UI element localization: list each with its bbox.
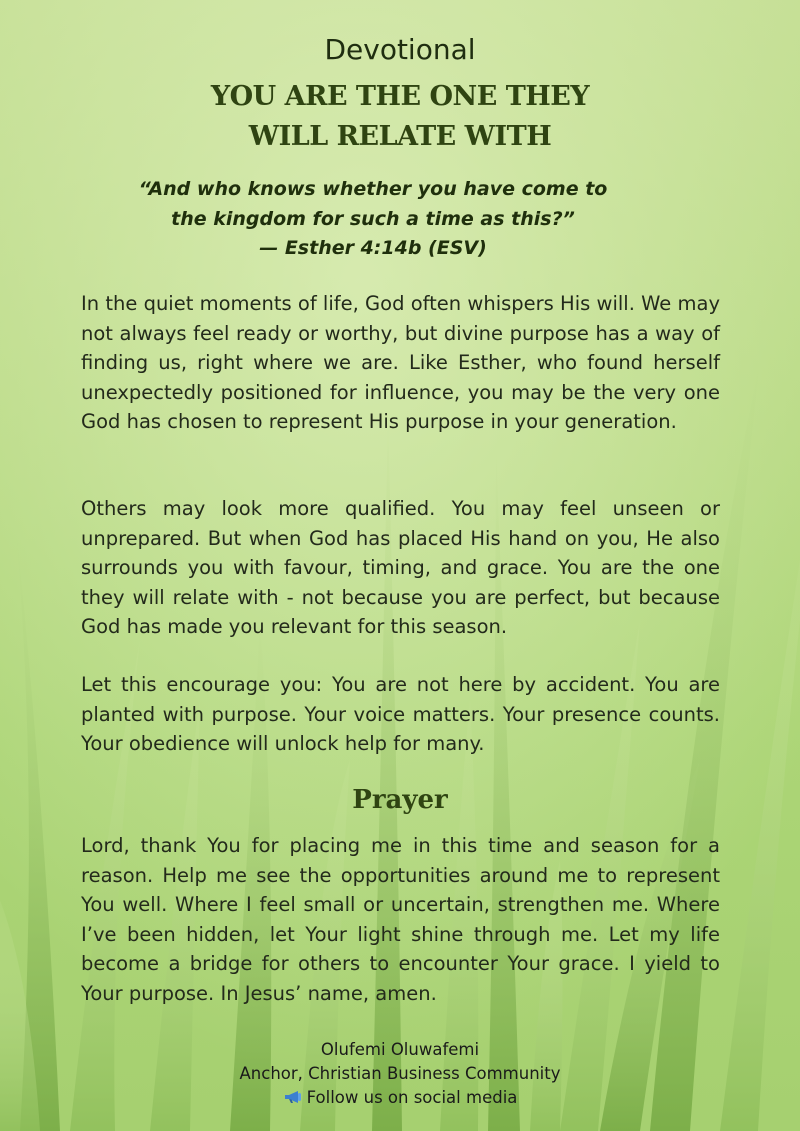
author-role: Anchor, Christian Business Community <box>239 1064 561 1083</box>
megaphone-icon <box>283 1090 303 1104</box>
social-text: Follow us on social media <box>306 1088 518 1107</box>
devotional-label: Devotional <box>324 33 476 66</box>
title-line-2: WILL RELATE WITH <box>248 121 552 152</box>
verse-line-1: “And who knows whether you have come to <box>138 178 608 200</box>
verse-reference: — Esther 4:14b (ESV) <box>259 237 487 259</box>
paragraph-1: In the quiet moments of life, God often whispers His will. We may not always feel ready or worthy, but divine purpose has a way of finding us, right where we are. Like Esther, who found herself unexpectedly positioned for influence, you may be the very one God has chosen to represent His purpose in your generation. <box>81 292 720 433</box>
verse-line-2: the kingdom for such a time as this?” <box>171 208 575 230</box>
paragraph-3: Let this encourage you: You are not here by accident. You are planted with purpose. Your voice matters. Your presence counts. Your obedience will unlock help for many. <box>81 673 720 755</box>
title-line-1: YOU ARE THE ONE THEY <box>210 81 590 112</box>
author-name: Olufemi Oluwafemi <box>320 1040 480 1059</box>
prayer-heading: Prayer <box>352 785 448 815</box>
social-line <box>0 1088 800 1107</box>
paragraph-2: Others may look more qualified. You may feel unseen or unprepared. But when God has placed His hand on you, He also surrounds you with favour, timing, and grace. You are the one they will relate with - not because you are perfect, but because God has made you relevant for this season. <box>81 497 720 638</box>
prayer-text: Lord, thank You for placing me in this time and season for a reason. Help me see the opportunities around me to represent You well. Where I feel small or uncertain, strengthen me. Where I’ve been hidden, let Your light shine through me. Let my life become a bridge for others to encounter Your grace. I yield to Your purpose. In Jesus’ name, amen. <box>81 834 720 1005</box>
